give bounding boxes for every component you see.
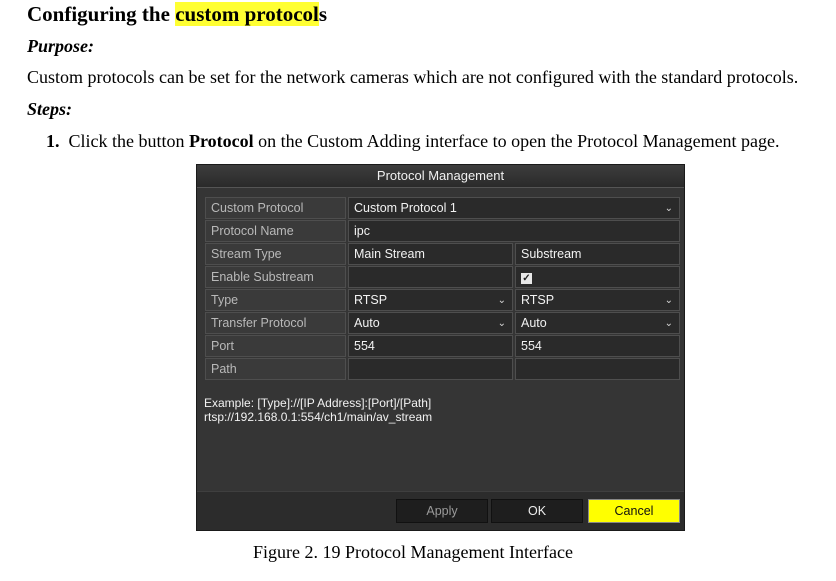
dialog-title: Protocol Management [197, 165, 684, 188]
chevron-down-icon: ⌄ [664, 318, 673, 329]
protocol-management-dialog [196, 164, 685, 531]
purpose-label: Purpose: [27, 36, 94, 56]
step-1-text-pre: Click the button [68, 131, 189, 151]
transfer-protocol-main-select[interactable] [348, 312, 513, 334]
chevron-down-icon: ⌄ [664, 203, 673, 214]
port-label: Port [205, 335, 346, 357]
purpose-text: Custom protocols can be set for the network cameras which are not configured with the standard protocols. [27, 67, 799, 87]
row-enable-substream [205, 266, 682, 289]
type-label: Type [205, 289, 346, 311]
path-sub-input[interactable] [515, 358, 680, 380]
enable-substream-cell [515, 266, 680, 288]
transfer-protocol-sub-select[interactable] [515, 312, 680, 334]
row-transfer-protocol [205, 312, 682, 335]
checkmark-icon: ✓ [522, 273, 531, 284]
type-main-select[interactable] [348, 289, 513, 311]
port-main-input[interactable]: 554 [348, 335, 513, 357]
row-custom-protocol [205, 197, 682, 220]
heading-highlight: custom protocol [175, 2, 319, 26]
transfer-protocol-sub-value: Auto [521, 316, 547, 330]
transfer-protocol-label: Transfer Protocol [205, 312, 346, 334]
step-1-button-name: Protocol [189, 131, 254, 151]
protocol-form [205, 197, 682, 381]
cancel-button[interactable]: Cancel [588, 499, 680, 523]
example-text [204, 396, 432, 424]
stream-type-label: Stream Type [205, 243, 346, 265]
custom-protocol-value: Custom Protocol 1 [354, 201, 457, 215]
row-protocol-name [205, 220, 682, 243]
protocol-name-input[interactable]: ipc [348, 220, 680, 242]
figure-caption: Figure 2. 19 Protocol Management Interface [253, 542, 573, 562]
port-sub-input[interactable]: 554 [515, 335, 680, 357]
step-1-number: 1. [46, 131, 60, 151]
custom-protocol-label: Custom Protocol [205, 197, 346, 219]
chevron-down-icon: ⌄ [497, 295, 506, 306]
ok-button[interactable]: OK [491, 499, 583, 523]
example-format: Example: [Type]://[IP Address]:[Port]/[Path] [204, 396, 432, 410]
button-bar [197, 491, 684, 530]
path-main-input[interactable] [348, 358, 513, 380]
row-type [205, 289, 682, 312]
heading-prefix: Configuring the [27, 2, 176, 26]
example-url: rtsp://192.168.0.1:554/ch1/main/av_stream [204, 410, 433, 424]
row-stream-type [205, 243, 682, 266]
heading-suffix: s [318, 2, 328, 26]
section-heading [27, 2, 327, 27]
path-label: Path [205, 358, 346, 380]
type-sub-value: RTSP [521, 293, 555, 307]
step-1-text-post: on the Custom Adding interface to open the Protocol Management page. [253, 131, 780, 151]
protocol-name-label: Protocol Name [205, 220, 346, 242]
steps-label: Steps: [27, 99, 72, 119]
apply-button[interactable]: Apply [396, 499, 488, 523]
transfer-protocol-main-value: Auto [354, 316, 380, 330]
type-main-value: RTSP [354, 293, 388, 307]
step-1 [46, 131, 780, 152]
stream-type-main: Main Stream [348, 243, 513, 265]
type-sub-select[interactable] [515, 289, 680, 311]
enable-substream-main-empty [348, 266, 513, 288]
chevron-down-icon: ⌄ [664, 295, 673, 306]
row-port [205, 335, 682, 358]
stream-type-sub: Substream [515, 243, 680, 265]
enable-substream-checkbox[interactable] [521, 273, 532, 284]
custom-protocol-select[interactable] [348, 197, 680, 219]
row-path [205, 358, 682, 381]
enable-substream-label: Enable Substream [205, 266, 346, 288]
chevron-down-icon: ⌄ [497, 318, 506, 329]
